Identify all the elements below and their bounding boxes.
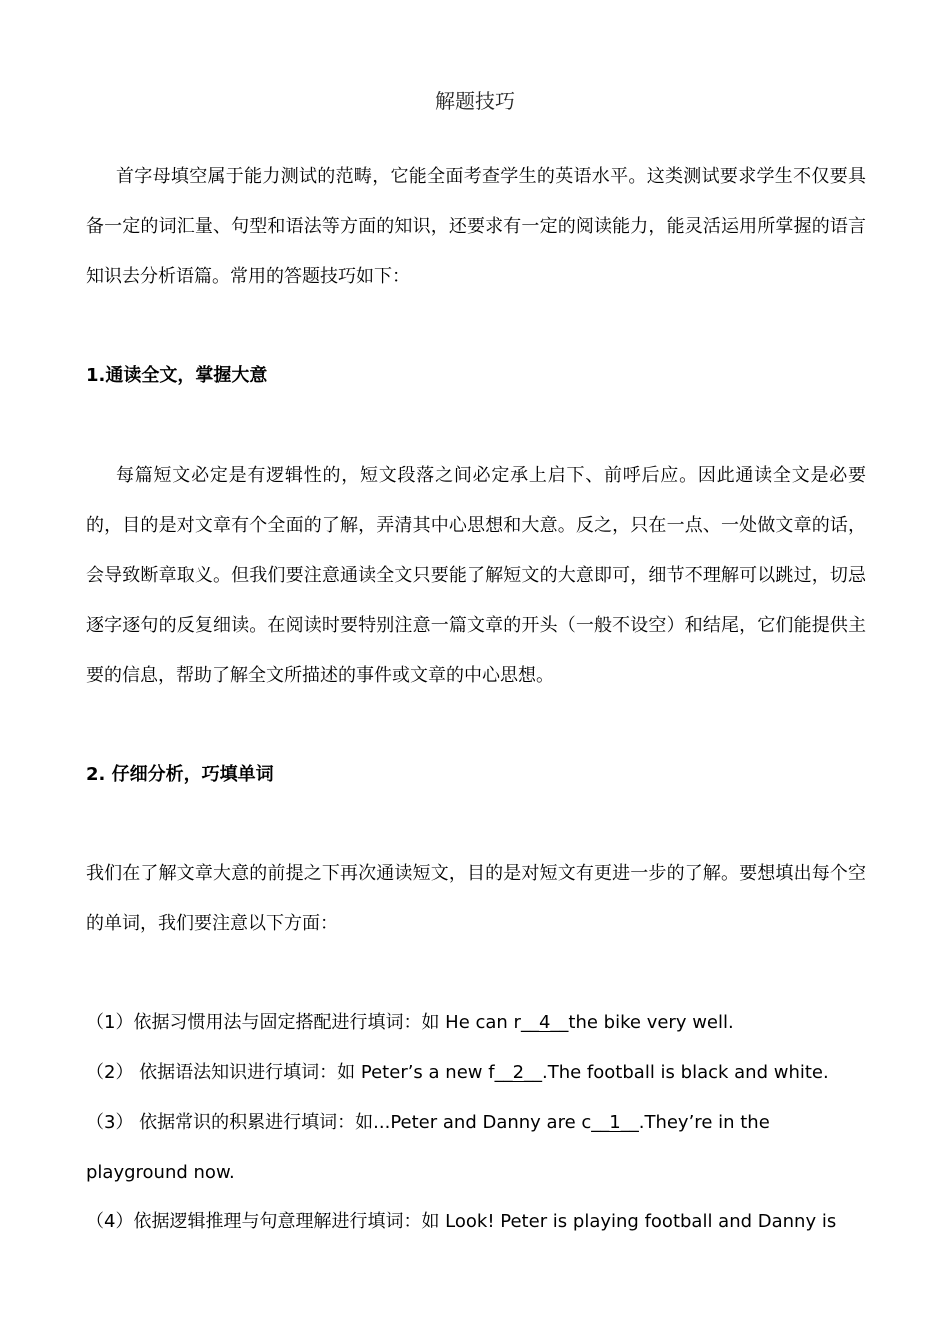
item-2-blank: __2__ xyxy=(494,1062,543,1083)
item-3-prefix: （3） 依据常识的积累进行填词：如...Peter and Danny are c xyxy=(86,1112,592,1133)
section-2-body: 我们在了解文章大意的前提之下再次通读短文，目的是对短文有更进一步的了解。要想填出每个空的单词，我们要注意以下方面： xyxy=(86,863,866,934)
item-3-suffix: .They’re in the playground now. xyxy=(86,1112,770,1183)
item-1-blank: __4__ xyxy=(520,1012,569,1033)
technique-item-1 xyxy=(86,998,866,1048)
page-title: 解题技巧 xyxy=(435,89,515,113)
item-1-suffix: the bike very well. xyxy=(568,1012,734,1033)
intro-paragraph: 首字母填空属于能力测试的范畴，它能全面考查学生的英语水平。这类测试要求学生不仅要具备一定的词汇量、句型和语法等方面的知识，还要求有一定的阅读能力，能灵活运用所掌握的语言知识去分析语篇。常用的答题技巧如下： xyxy=(86,166,866,287)
technique-item-2 xyxy=(86,1048,866,1098)
item-3-blank: __1__ xyxy=(591,1112,639,1133)
item-1-prefix: （1）依据习惯用法与固定搭配进行填词：如 He can r xyxy=(86,1012,521,1033)
section-1-heading: 1.通读全文，掌握大意 xyxy=(86,365,268,386)
section-2-heading: 2. 仔细分析，巧填单词 xyxy=(86,764,274,785)
item-2-suffix: .The football is black and white. xyxy=(542,1062,829,1083)
item-2-prefix: （2） 依据语法知识进行填词：如 Peter’s a new f xyxy=(86,1062,495,1083)
section-1-body: 每篇短文必定是有逻辑性的，短文段落之间必定承上启下、前呼后应。因此通读全文是必要的，目的是对文章有个全面的了解，弄清其中心思想和大意。反之，只在一点、一处做文章的话，会导致断章取义。但我们要注意通读全文只要能了解短文的大意即可，细节不理解可以跳过，切忌逐字逐句的反复细读。在阅读时要特别注意一篇文章的开头（一般不设空）和结尾，它们能提供主要的信息，帮助了解全文所描述的事件或文章的中心思想。 xyxy=(86,465,866,686)
technique-item-4: （4）依据逻辑推理与句意理解进行填词：如 Look! Peter is playing football and Danny is xyxy=(86,1211,837,1232)
technique-item-3 xyxy=(86,1098,866,1198)
